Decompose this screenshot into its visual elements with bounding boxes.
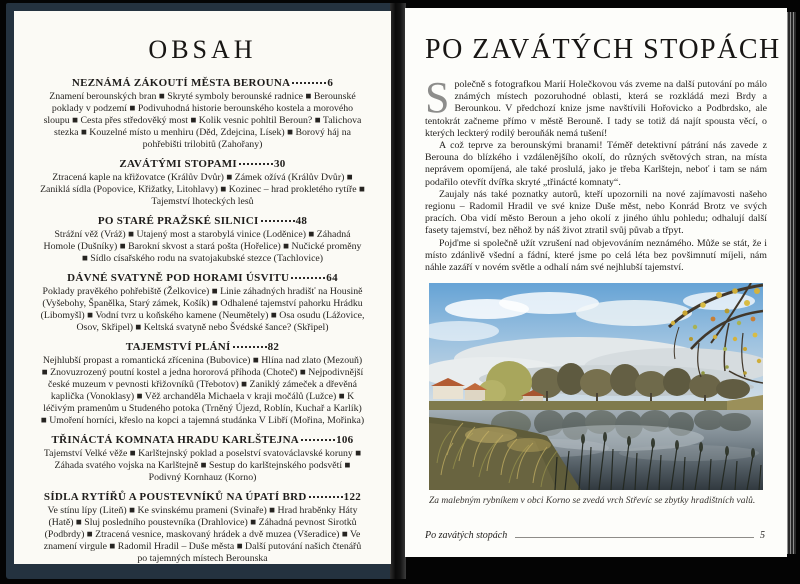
dotted-leader <box>261 220 295 222</box>
toc-section-title: DÁVNÉ SVATYNĚ POD HORAMI ÚSVITU <box>67 272 290 284</box>
paragraph-text: polečně s fotografkou Marií Holečkovou vás zveme na další putování po málo známých místech pozoruhodné oblasti, která se rozkládá mezi Brdy a Berounkou. V předchozí knize jsme navštívili Hořovicko a Podbrdsko, ale tentokrát začneme přímo v městě Berouně. I tady se totiž dá najít spousta věcí, o kterých leckterý rodilý berouňák nemá tušení! <box>425 79 767 139</box>
chapter-title: PO ZAVÁTÝCH STOPÁCH <box>425 34 781 65</box>
toc-section-page: 106 <box>336 434 354 446</box>
toc-section-page: 122 <box>343 491 362 503</box>
dotted-leader <box>291 277 325 279</box>
book-gutter <box>390 3 406 579</box>
body-paragraph: Zaujaly nás také poznatky autorů, kteří upozornili na nové zajímavosti našeho regionu – Radomil Hradil ve své knize Duše měst, nebo Konrád Brotz ve svých pracích. Oba vidí město Beroun a jeho okolí z jiného úhlu pohledu; odhalují další fasety tajemství, bez něhož by náš život ztratil svůj půvab a třpyt. <box>425 188 767 237</box>
toc-section-heading <box>40 434 365 446</box>
pond-photo <box>429 283 763 490</box>
toc-section-items: Ztracená kaple na křižovatce (Králův Dvůr) ■ Zámek ožívá (Králův Dvůr) ■ Zaniklá sídla (Popovice, Křižatky, Litohlavy) ■ Kozinec – hrad prokletého rytíře ■ Tajemství lhoteckých lesů <box>40 172 365 207</box>
chapter-page <box>405 8 787 557</box>
body-paragraph: Pojďme si společně užít vzrušení nad objevováním neznámého. Může se stát, že i místo zdánlivě všední a fádní, které jsme po celá léta bez povšimnutí míjeli, nám náhle zazáří v novém světle a odhalí nám své nejhlubší tajemství. <box>425 237 767 274</box>
toc-section-page: 82 <box>267 341 280 353</box>
footer-rule <box>515 537 754 538</box>
toc-section-items: Strážní věž (Vráž) ■ Utajený most a starobylá vinice (Loděnice) ■ Záhadná Homole (Dušníky) ■ Barokní skvost a stará pošta (Hořelice) ■ Nučické proměny ■ Sídlo císařského rodu na svatojakubské stezce (Tachlovice) <box>43 229 362 264</box>
toc-section-items: Poklady pravěkého pohřebiště (Želkovice) ■ Linie záhadných hradišť na Housině (Vyšebohy, Španělka, Starý zámek, Košík) ■ Odhalené tajemství pahorku Hrádku (Libomyšl) ■ Vodní tvrz u koňského kamene (Neumětely) ■ Osa osudu (Lážovice, Osov, Skřipel) ■ Keltská svatyně nebo Švédské šance? (Skřipel) <box>40 286 365 333</box>
page-footer <box>425 530 765 541</box>
toc-section <box>40 158 365 208</box>
toc-section-heading <box>40 215 365 227</box>
toc-section-page: 6 <box>327 77 334 89</box>
toc-section-title: TAJEMSTVÍ PLÁNÍ <box>125 341 231 353</box>
drop-cap: S <box>425 73 450 122</box>
toc-section <box>40 272 365 334</box>
footer-page-number: 5 <box>760 530 765 541</box>
toc-section-items: Ve stínu lípy (Liteň) ■ Ke svinskému prameni (Svinaře) ■ Hrad hraběnky Háty (Hatě) ■ Sluj posledního poustevníka (Drahlovice) ■ Záhadná pevnost Sirotků (Podbrdy) ■ Ztracená vesnice, maskovaný hrádek a dvě muzea (Všeradice) ■ Ve znamení virgule ■ Radomil Hradil – Duše města ■ Další putování našich čtenářů po tajemných místech Berounska <box>43 505 362 564</box>
toc-section <box>40 215 365 265</box>
chapter-body <box>425 73 767 274</box>
stacked-page-edges <box>787 12 796 554</box>
dotted-leader <box>233 346 267 348</box>
toc-section-items: Nejhlubší propast a romantická zřícenina (Bubovice) ■ Hlína nad zlato (Mezouň) ■ Znovuzrozený poutní kostel a jedna hororová příhoda (Choteč) ■ Nejpodivnější české muzeum v pevnosti křižovníků (Třebotov) ■ Zaniklý zámeček a dřevěná kaplička (Vonoklasy) ■ Věž archanděla Michaela v kraji močálů (Lužce) ■ K léčivým pramenům u Studeného potoka (Trněný Újezd, Roblín, Kuchař a Karlík) ■ Umoření horníci, křeslo na kopci a tajemná studánka V Libří (Mořina, Mořinka) <box>40 355 365 426</box>
toc-section-title: PO STARÉ PRAŽSKÉ SILNICI <box>97 215 259 227</box>
toc-section-heading <box>40 272 365 284</box>
toc-page <box>14 11 391 564</box>
dotted-leader <box>309 496 343 498</box>
toc-section-page: 48 <box>295 215 308 227</box>
dotted-leader <box>301 439 335 441</box>
toc-section-heading <box>40 158 365 170</box>
dotted-leader <box>292 82 326 84</box>
toc-section-title: SÍDLA RYTÍŘŮ A POUSTEVNÍKŮ NA ÚPATÍ BRD <box>43 491 307 503</box>
toc-section-items: Znamení berounských bran ■ Skryté symboly berounské radnice ■ Berounské poklady v podzemí ■ Podivuhodná historie berounského kostela a morového sloupu ■ Cesta přes středověký most ■ Kolik vesnic pohltil Beroun? ■ Talichova stezka ■ Kouzelné místo u menhiru (Děd, Zdejcina, Lísek) ■ Borový háj na pohřebišti trilobitů (Zahořany) <box>43 91 362 150</box>
toc-section-heading <box>40 491 365 503</box>
footer-chapter-name: Po zavátých stopách <box>425 530 508 541</box>
toc-section-title: NEZNÁMÁ ZÁKOUTÍ MĚSTA BEROUNA <box>71 77 291 89</box>
toc-section <box>40 77 365 151</box>
toc-section <box>40 341 365 427</box>
photo-caption: Za malebným rybníkem v obci Korno se zvedá vrch Střevíc se zbytky hradištních valů. <box>429 496 756 507</box>
toc-section-heading <box>40 77 365 89</box>
toc-section-heading <box>40 341 365 353</box>
toc-section-page: 64 <box>326 272 338 284</box>
body-paragraph: A což teprve za berounskými branami! Téměř detektivní pátrání nás zavede z Berouna do blízkého i vzdálenějšího okolí, do různých světových stran, na místa neprávem opomíjená, ale také proslulá, jako je třeba Karlštejn, neboť i tam se nám podařilo otevřít dvířka skryté „třinácté komnaty“. <box>425 140 767 188</box>
toc-title: OBSAH <box>148 35 257 64</box>
toc-section-title: TŘINÁCTÁ KOMNATA HRADU KARLŠTEJNA <box>51 434 300 446</box>
body-paragraph <box>425 73 767 140</box>
toc-section-page: 30 <box>273 158 286 170</box>
dotted-leader <box>239 163 273 165</box>
toc-section <box>40 434 365 484</box>
toc-section-title: ZAVÁTÝMI STOPAMI <box>119 158 237 170</box>
toc-section-items: Tajemství Velké věže ■ Karlštejnský poklad a poselství svatováclavské koruny ■ Záhada svatého vojska na Karlštejně ■ Sestup do karlštejnského podsvětí ■ Podivný Kornhauz (Korno) <box>43 448 362 483</box>
toc-section <box>40 491 365 565</box>
